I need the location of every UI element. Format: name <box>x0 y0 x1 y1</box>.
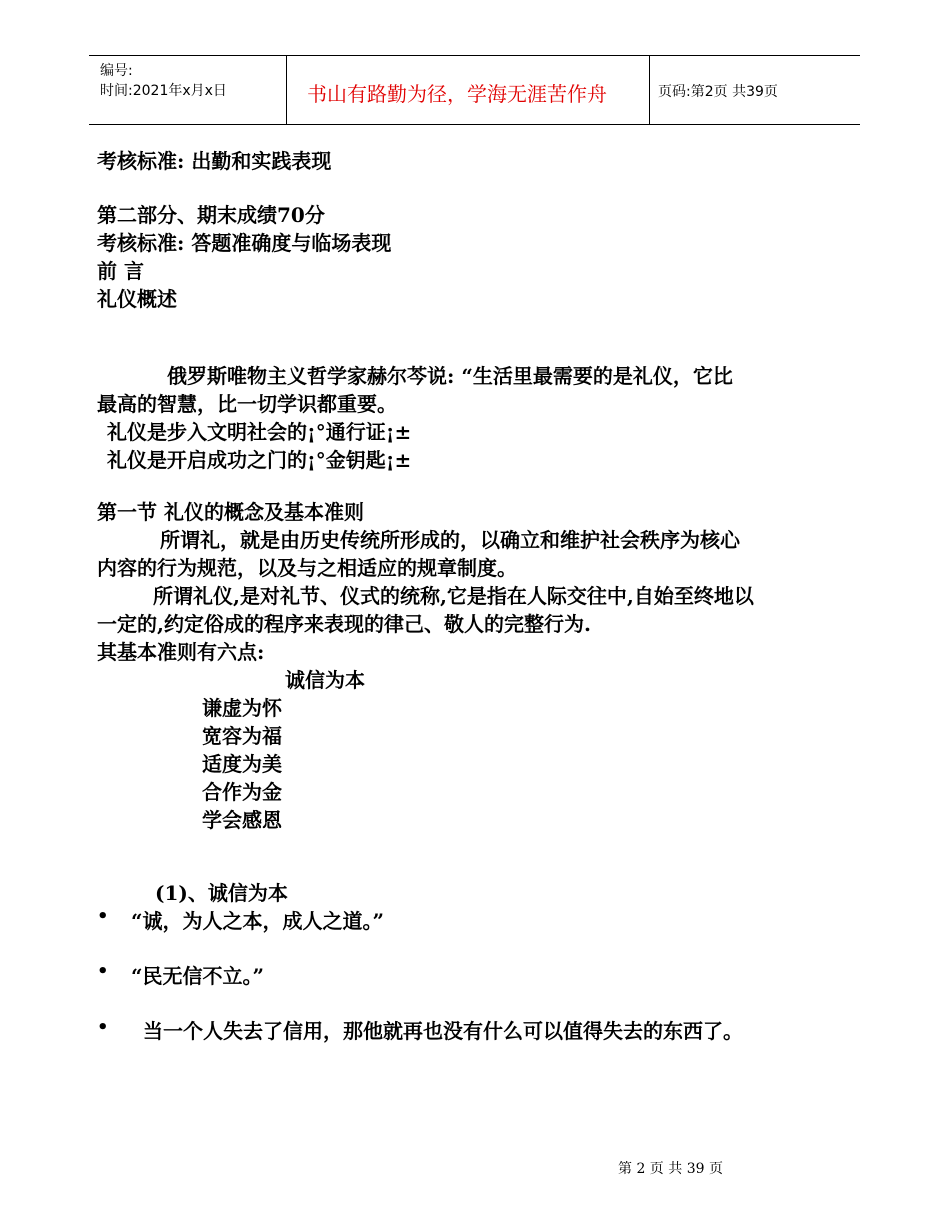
bullet-item: 当一个人失去了信用，那他就再也没有什么可以值得失去的东西了。 <box>143 1019 743 1043</box>
page-footer: 第 2 页 共 39 页 <box>618 1161 723 1177</box>
principle-item: 合作为金 <box>202 780 282 804</box>
assessment-criteria-2: 考核标准: 答题准确度与临场表现 <box>97 231 392 255</box>
bullet-mark: • <box>97 961 109 982</box>
bullet-item: “诚，为人之本，成人之道。” <box>131 909 385 933</box>
assessment-criteria-1: 考核标准: 出勤和实践表现 <box>97 149 332 173</box>
definition-liyi-line-1: 所谓礼仪,是对礼节、仪式的统称,它是指在人际交往中,自始至终地以 <box>153 584 754 608</box>
header-divider <box>649 56 650 124</box>
header-time: 时间:2021年x月x日 <box>100 83 227 99</box>
header-motto: 书山有路勤为径，学海无涯苦作舟 <box>307 82 607 106</box>
bullet-mark: • <box>97 906 109 927</box>
principle-item: 学会感恩 <box>202 808 282 832</box>
preface-heading: 前 言 <box>97 259 144 283</box>
etiquette-overview-heading: 礼仪概述 <box>97 287 177 311</box>
header-serial: 编号: <box>100 63 133 79</box>
principle-item: 适度为美 <box>202 752 282 776</box>
header-page-info: 页码:第2页 共39页 <box>658 84 778 100</box>
bullet-item: “民无信不立。” <box>131 964 265 988</box>
bullet-mark: • <box>97 1017 109 1038</box>
definition-li-line-2: 内容的行为规范，以及与之相适应的规章制度。 <box>97 556 517 580</box>
definition-liyi-line-2: 一定的,约定俗成的程序来表现的律己、敬人的完整行为. <box>97 612 591 636</box>
passport-line: 礼仪是步入文明社会的¡°通行证¡± <box>107 420 412 444</box>
principle-item: 谦虚为怀 <box>202 696 282 720</box>
header-divider <box>286 56 287 124</box>
quote-line-1: 俄罗斯唯物主义哲学家赫尔芩说: “生活里最需要的是礼仪，它比 <box>167 364 733 388</box>
principle-item: 诚信为本 <box>285 668 365 692</box>
quote-line-2: 最高的智慧，比一切学识都重要。 <box>97 392 397 416</box>
section-heading: 第一节 礼仪的概念及基本准则 <box>97 500 364 524</box>
subsection-heading: (1)、诚信为本 <box>155 881 288 905</box>
definition-li-line-1: 所谓礼，就是由历史传统所形成的，以确立和维护社会秩序为核心 <box>160 528 740 552</box>
page-header <box>89 55 860 125</box>
principle-item: 宽容为福 <box>202 724 282 748</box>
golden-key-line: 礼仪是开启成功之门的¡°金钥匙¡± <box>107 448 412 472</box>
part-two-heading: 第二部分、期末成绩70分 <box>97 203 325 227</box>
principles-intro: 其基本准则有六点: <box>97 640 265 664</box>
